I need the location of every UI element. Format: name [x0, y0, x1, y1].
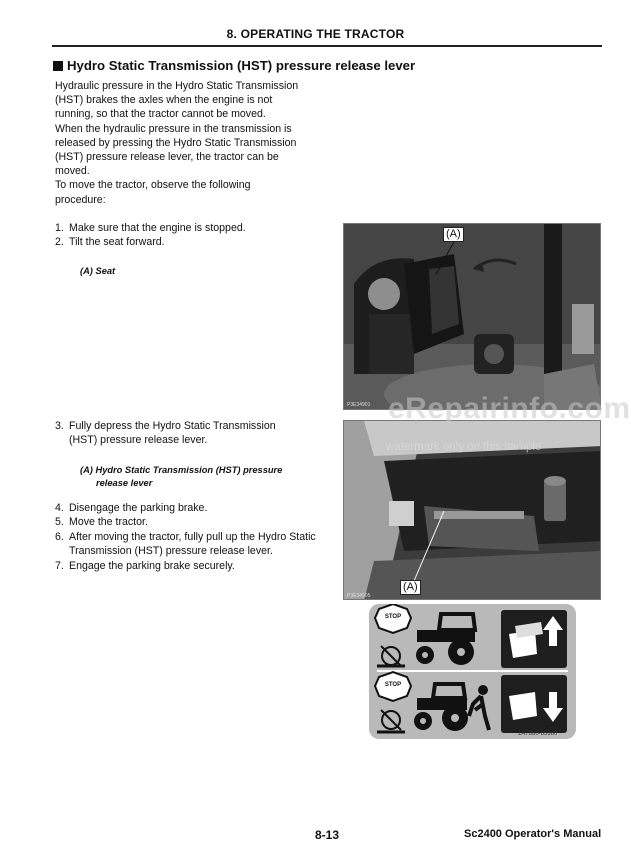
step-text: Make sure that the engine is stopped.: [69, 222, 246, 234]
section-title: [53, 58, 415, 73]
list-item: [55, 515, 325, 529]
figure-caption-hst-lever: [80, 464, 282, 489]
caption-line: release lever: [96, 477, 153, 488]
intro-line: (HST) brakes the axles when the engine is not: [55, 94, 273, 107]
photo-code: P3E34901: [347, 402, 371, 408]
square-bullet-icon: [53, 61, 63, 71]
step-text: Engage the parking brake securely.: [69, 559, 235, 572]
watermark-text: eRepairinfo.com: [388, 392, 631, 425]
decal-part-number: 1A7880-65380: [518, 731, 558, 737]
list-item: [55, 501, 325, 515]
intro-line: (HST) pressure release lever, the tractor can be: [55, 151, 279, 164]
step-number: 1.: [55, 222, 64, 234]
seat-photo-illustration: [344, 224, 601, 410]
intro-line: moved.: [55, 165, 90, 178]
step-number: 4.: [55, 502, 64, 514]
intro-line: When the hydraulic pressure in the transmission is: [55, 122, 292, 135]
step-number: 7.: [55, 559, 64, 572]
procedure-steps-1-2: [55, 221, 325, 250]
step-number: 6.: [55, 530, 64, 543]
decal-illustration: [369, 604, 576, 739]
caption-line: (A) Hydro Static Transmission (HST) pressure: [80, 465, 283, 475]
step-number: 2.: [55, 236, 64, 249]
photo-callout-label: (A): [443, 227, 464, 242]
photo-code: P3E34905: [347, 593, 371, 599]
photo-callout-label: (A): [400, 580, 421, 595]
step-text: [69, 419, 325, 448]
step-text: After moving the tractor, fully pull up the Hydro Static Transmission (HST) pressure release lever.: [69, 530, 316, 558]
page-header-title: 8. OPERATING THE TRACTOR: [226, 27, 405, 41]
list-item: [55, 419, 325, 448]
section-title-text: Hydro Static Transmission (HST) pressure release lever: [67, 58, 416, 73]
tractor-icon: [416, 614, 475, 665]
hst-warning-decal: [369, 604, 576, 739]
tractor-push-icon: [414, 684, 489, 731]
procedure-steps-4-7: [55, 501, 325, 573]
intro-line: running, so that the tractor cannot be moved.: [55, 108, 266, 121]
intro-line: Hydraulic pressure in the Hydro Static Transmission: [55, 80, 299, 92]
list-item: [55, 559, 325, 573]
stop-label: STOP: [384, 614, 402, 620]
intro-paragraph: [55, 79, 325, 207]
step-text: Move the tractor.: [69, 516, 148, 529]
step-text: Tilt the seat forward.: [69, 236, 165, 249]
page-number: 8-13: [315, 828, 340, 842]
intro-line: To move the tractor, observe the following: [55, 179, 251, 192]
list-item: [55, 235, 325, 249]
intro-line: released by pressing the Hydro Static Transmission: [55, 136, 297, 149]
seat-photo: [343, 223, 601, 410]
step-text-line: Fully depress the Hydro Static Transmission: [69, 420, 276, 432]
manual-name: Sc2400 Operator's Manual: [464, 828, 602, 840]
step-text: Disengage the parking brake.: [69, 502, 208, 514]
header-divider: [52, 45, 602, 47]
step-text-line: (HST) pressure release lever.: [69, 434, 208, 447]
list-item: [55, 530, 325, 559]
step-number: 5.: [55, 516, 64, 529]
list-item: [55, 221, 325, 235]
intro-line: procedure:: [55, 193, 106, 206]
stop-label: STOP: [384, 682, 402, 688]
procedure-step-3: [55, 419, 325, 448]
step-number: 3.: [55, 420, 64, 432]
figure-caption-seat: (A) Seat: [80, 266, 116, 276]
watermark-subtext: watermark only on this sample: [386, 441, 542, 453]
